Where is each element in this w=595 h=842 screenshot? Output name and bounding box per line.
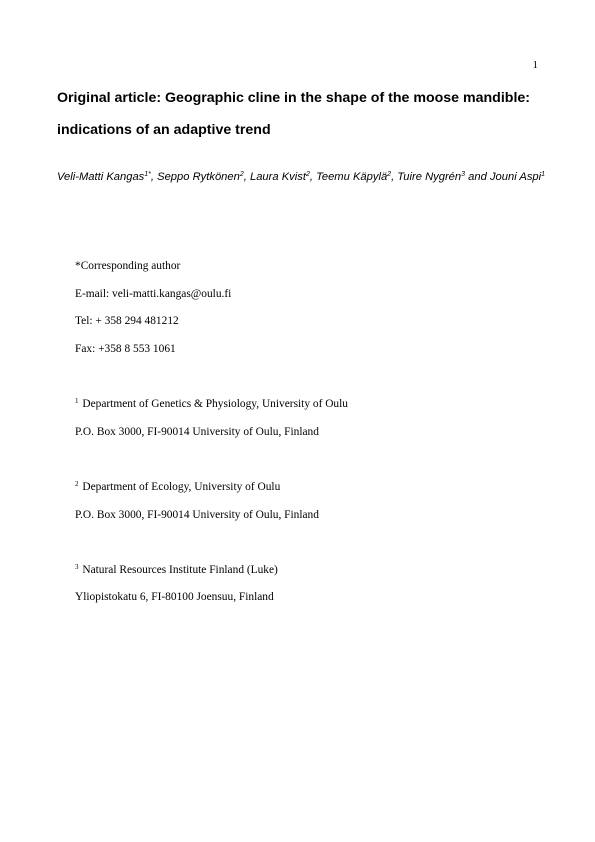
author-name: Seppo Rytkönen xyxy=(157,171,240,183)
author-separator: , xyxy=(391,171,398,183)
affiliation-address: Yliopistokatu 6, FI-80100 Joensuu, Finland xyxy=(75,591,274,603)
author-list xyxy=(57,164,557,191)
affiliation-number: 1 xyxy=(75,397,79,405)
affiliation-department-name: Natural Resources Institute Finland (Luke) xyxy=(82,564,278,576)
author-name: Jouni Aspi xyxy=(489,171,542,183)
author-separator: , xyxy=(243,171,250,183)
author-separator: and xyxy=(465,171,490,183)
affiliation-department-name: Department of Ecology, University of Oulu xyxy=(82,481,281,493)
author-affiliation-mark: 2 xyxy=(239,171,244,178)
page-number: 1 xyxy=(532,59,538,71)
affiliation-number: 3 xyxy=(75,563,79,571)
article-title: Original article: Geographic cline in the shape of the moose mandible: indications of an adaptive trend xyxy=(57,90,531,138)
author-name: Tuire Nygrén xyxy=(397,171,462,183)
affiliation-department xyxy=(75,398,348,410)
author-name: Teemu Käpylä xyxy=(316,171,388,183)
affiliation-department xyxy=(75,564,278,576)
affiliation-department-name: Department of Genetics & Physiology, University of Oulu xyxy=(82,398,348,410)
affiliation-department xyxy=(75,481,280,493)
author-name: Veli-Matti Kangas xyxy=(57,171,145,183)
corresponding-email: E-mail: veli-matti.kangas@oulu.fi xyxy=(75,288,232,300)
affiliation-number: 2 xyxy=(75,480,79,488)
author-name: Laura Kvist xyxy=(249,171,306,183)
author-affiliation-mark: 1* xyxy=(144,171,151,178)
corresponding-phone: Tel: + 358 294 481212 xyxy=(75,315,179,327)
affiliation-address: P.O. Box 3000, FI-90014 University of Oulu, Finland xyxy=(75,426,319,438)
corresponding-fax: Fax: +358 8 553 1061 xyxy=(75,343,176,355)
author-separator: , xyxy=(309,171,317,183)
author-affiliation-mark: 2 xyxy=(305,171,310,178)
author-affiliation-mark: 1 xyxy=(541,171,546,178)
author-affiliation-mark: 2 xyxy=(387,171,392,178)
affiliation-address: P.O. Box 3000, FI-90014 University of Oulu, Finland xyxy=(75,509,319,521)
corresponding-author-label: *Corresponding author xyxy=(75,260,181,272)
author-affiliation-mark: 3 xyxy=(461,171,466,178)
author-separator: , xyxy=(150,171,158,183)
